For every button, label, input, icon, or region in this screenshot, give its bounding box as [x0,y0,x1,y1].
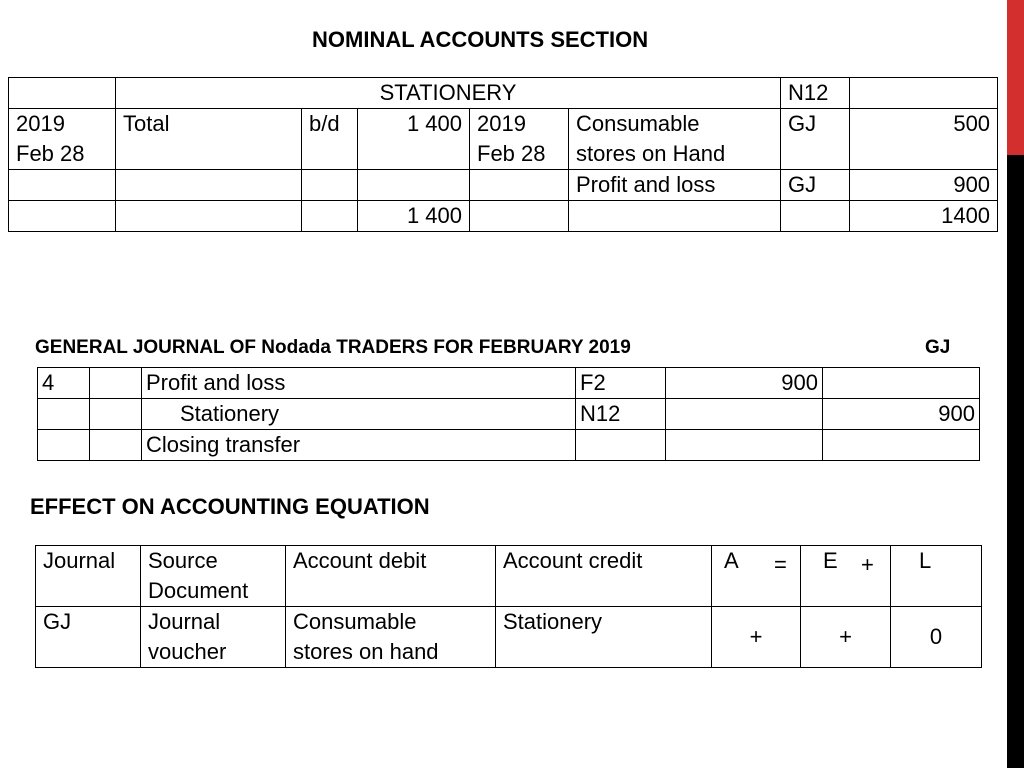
ledger-debit-folio: b/d [302,109,358,170]
table-row [9,109,998,170]
col-source-document: Source Document [141,546,286,607]
general-journal-table [37,367,980,461]
accent-bar-red [1007,0,1024,155]
table-row [38,399,980,430]
ledger-debit-details: Total [116,109,302,170]
ledger-debit-amount [358,170,470,201]
col-equity [801,546,891,607]
journal-entry-number [38,399,90,430]
nominal-accounts-title: NOMINAL ACCOUNTS SECTION [312,27,649,52]
effect-header-row [36,546,982,607]
effect-account-debit: Consumable stores on hand [286,607,496,668]
ledger-debit-details [116,201,302,232]
journal-narration: Closing transfer [142,430,576,461]
ledger-debit-folio [302,201,358,232]
ledger-account-name: STATIONERY [116,78,781,109]
ledger-credit-details [569,201,781,232]
journal-credit [823,368,980,399]
ledger-credit-details: Profit and loss [569,170,781,201]
ledger-credit-folio: GJ [781,109,850,170]
ledger-credit-date [470,201,569,232]
assets-label: A [724,548,739,573]
journal-credit: 900 [823,399,980,430]
ledger-debit-amount: 1 400 [358,109,470,170]
liabilities-label: L [919,548,932,573]
accounting-equation-table [35,545,982,668]
company-name: Nodada [261,337,331,358]
ledger-credit-amount: 500 [850,109,998,170]
journal-details: Stationery [142,399,576,430]
table-row [9,201,998,232]
journal-debit: 900 [666,368,823,399]
effect-account-credit: Stationery [496,607,712,668]
journal-credit [823,430,980,461]
journal-debit [666,399,823,430]
col-journal: Journal [36,546,141,607]
ledger-credit-amount: 900 [850,170,998,201]
journal-folio: F2 [576,368,666,399]
ledger-folio: N12 [781,78,850,109]
journal-debit [666,430,823,461]
ledger-debit-details [116,170,302,201]
ledger-debit-total: 1 400 [358,201,470,232]
effect-assets: + [712,607,801,668]
ledger-credit-date [470,170,569,201]
col-assets [712,546,801,607]
ledger-credit-folio: GJ [781,170,850,201]
table-row [9,170,998,201]
effect-title: EFFECT ON ACCOUNTING EQUATION [30,494,430,519]
table-row [38,368,980,399]
ledger-debit-date [9,170,116,201]
journal-details: Profit and loss [142,368,576,399]
col-account-debit: Account debit [286,546,496,607]
ledger-credit-date: 2019 Feb 28 [470,109,569,170]
journal-folio: N12 [576,399,666,430]
ledger-debit-folio [302,170,358,201]
journal-entry-number: 4 [38,368,90,399]
journal-folio [576,430,666,461]
equals-sign: = [774,552,787,577]
table-row [36,607,982,668]
ledger-header-row [9,78,998,109]
ledger-credit-folio [781,201,850,232]
col-account-credit: Account credit [496,546,712,607]
ledger-credit-details: Consumable stores on Hand [569,109,781,170]
journal-entry-number [38,430,90,461]
ledger-credit-total: 1400 [850,201,998,232]
col-liabilities [891,546,982,607]
ledger-debit-date: 2019 Feb 28 [9,109,116,170]
general-journal-title: GENERAL JOURNAL OF Nodada TRADERS FOR FEBRUARY 2019 [35,337,631,358]
stationery-ledger-table [8,77,998,232]
effect-equity: + [801,607,891,668]
equity-label: E [823,548,838,573]
ledger-debit-date [9,201,116,232]
effect-journal: GJ [36,607,141,668]
effect-liabilities: 0 [891,607,982,668]
effect-source-document: Journal voucher [141,607,286,668]
journal-code: GJ [925,337,951,358]
plus-sign: + [861,552,874,577]
table-row [38,430,980,461]
accent-bar-black [1007,155,1024,768]
